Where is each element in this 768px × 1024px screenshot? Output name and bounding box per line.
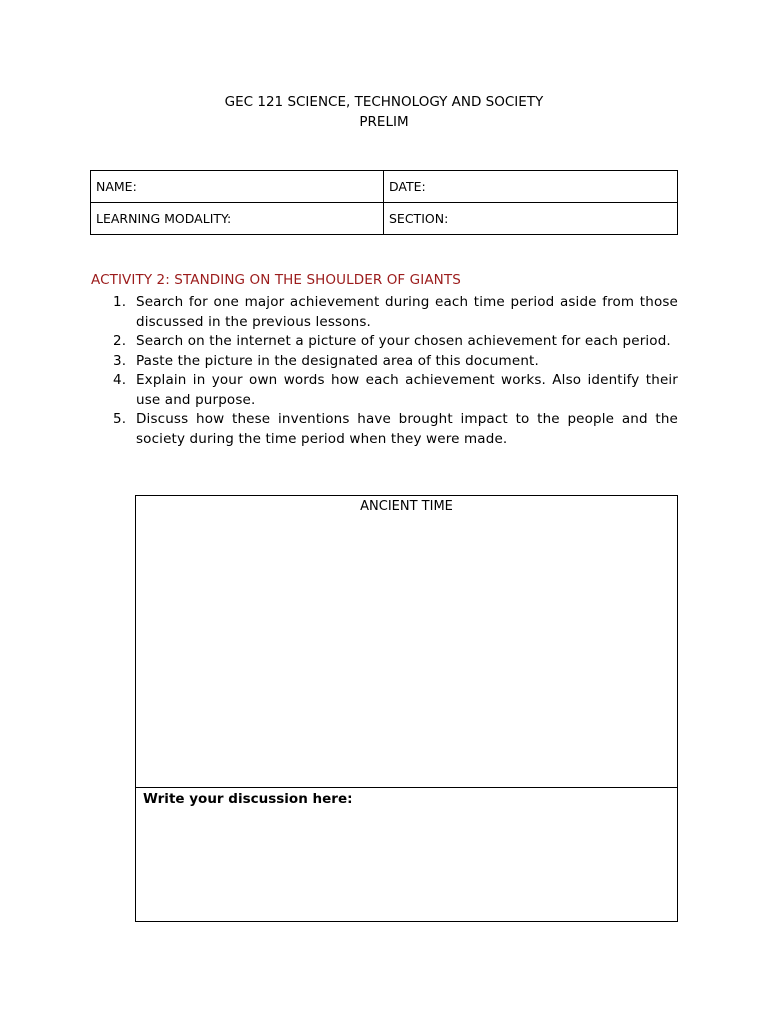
list-item	[108, 293, 678, 332]
name-field[interactable]	[91, 171, 384, 203]
step-text: Paste the picture in the designated area of this document.	[136, 352, 539, 369]
picture-area[interactable]	[136, 496, 677, 788]
step-text: Explain in your own words how each achievement works. Also identify their use and purpose.	[136, 372, 678, 408]
step-text: Search on the internet a picture of your chosen achievement for each period.	[136, 333, 671, 349]
step-number: 1.	[113, 294, 127, 310]
discussion-area[interactable]	[136, 788, 677, 922]
learning-modality-label: LEARNING MODALITY:	[96, 211, 232, 226]
table-row	[91, 203, 678, 235]
name-label: NAME:	[96, 179, 137, 194]
discussion-label: Write your discussion here:	[143, 791, 353, 807]
time-period-title: ANCIENT TIME	[360, 499, 453, 514]
date-field[interactable]	[384, 171, 678, 203]
list-item	[108, 410, 678, 449]
table-row	[91, 171, 678, 203]
step-number: 3.	[113, 352, 127, 369]
step-text: Discuss how these inventions have brought impact to the people and the society during the time period when they were made.	[136, 411, 678, 447]
section-field[interactable]	[384, 203, 678, 235]
instructions-list	[108, 293, 678, 449]
step-number: 4.	[113, 372, 127, 388]
step-number: 2.	[113, 333, 127, 349]
list-item	[108, 352, 678, 372]
step-number: 5.	[113, 411, 127, 427]
section-label: SECTION:	[389, 211, 449, 226]
student-info-table	[90, 170, 678, 235]
activity-heading: ACTIVITY 2: STANDING ON THE SHOULDER OF GIANTS	[91, 272, 461, 288]
exam-period: PRELIM	[359, 114, 409, 130]
learning-modality-field[interactable]	[91, 203, 384, 235]
date-label: DATE:	[389, 179, 426, 194]
step-text: Search for one major achievement during each time period aside from those discussed in the previous lessons.	[136, 294, 678, 330]
answer-box	[135, 495, 678, 922]
course-title: GEC 121 SCIENCE, TECHNOLOGY AND SOCIETY	[224, 94, 544, 110]
document-header	[0, 92, 768, 132]
list-item	[108, 371, 678, 410]
list-item	[108, 332, 678, 352]
